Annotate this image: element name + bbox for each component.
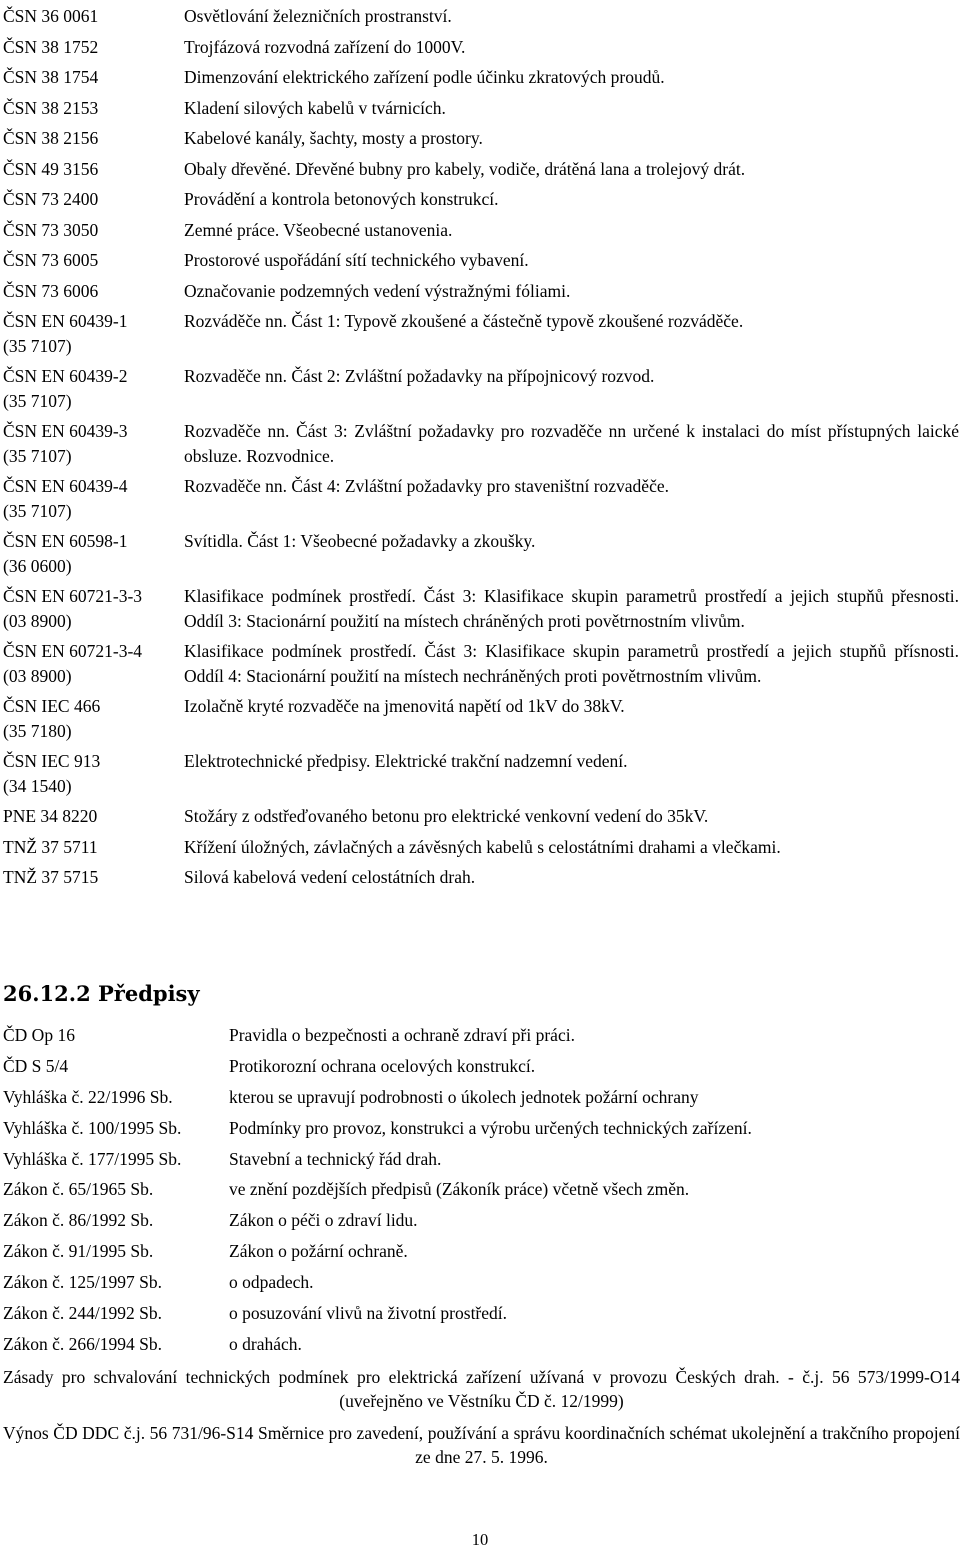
standard-row (3, 694, 960, 743)
standard-row (3, 639, 960, 688)
standard-code-number: ČSN 73 6006 (3, 280, 99, 301)
regulation-row (3, 1145, 960, 1176)
standard-code-number: ČSN 36 0061 (3, 6, 99, 26)
standard-row (3, 364, 960, 413)
standard-row (3, 529, 960, 578)
standard-code-number: ČSN IEC 913 (3, 751, 101, 771)
page-number: 10 (471, 1530, 489, 1549)
standard-code-number: ČSN EN 60721-3-3 (3, 586, 143, 606)
standard-code-number: ČSN EN 60598-1 (3, 531, 128, 551)
standard-code-number: ČSN 38 2153 (3, 97, 99, 118)
regulation-code: Vyhláška č. 100/1995 Sb. (3, 1117, 182, 1138)
standard-title: Izolačně kryté rozvaděče na jmenovitá napětí od 1kV do 38kV. (184, 696, 625, 716)
approval-principles-note: Zásady pro schvalování technických podmínek pro elektrická zařízení užívaná v provozu Českých drah. - č.j. 56 573/1999-O14 (uveřejněno ve Věstníku ČD č. 12/1999) (3, 1367, 960, 1411)
standard-title: Klasifikace podmínek prostředí. Část 3: Klasifikace skupin parametrů prostředí a jejich stupňů přesnosti. Oddíl 3: Stacionární použití na místech chráněných proti povětrnostním vlivům. (184, 586, 959, 631)
standard-code (3, 248, 184, 273)
regulation-code: Zákon č. 266/1994 Sb. (3, 1333, 162, 1354)
standard-code (3, 35, 184, 60)
standard-title: Osvětlování železničních prostranství. (184, 6, 452, 26)
standard-code-number: TNŽ 37 5715 (3, 867, 99, 887)
standard-title: Kladení silových kabelů v tvárnicích. (184, 97, 446, 118)
standard-code (3, 694, 184, 743)
regulation-row (3, 1175, 960, 1206)
standard-title: Rozvaděče nn. Část 3: Zvláštní požadavky pro rozvaděče nn určené k instalaci do míst přístupných laické obsluze. Rozvodnice. (184, 421, 959, 466)
standard-code-number: TNŽ 37 5711 (3, 836, 98, 857)
regulations-list (3, 1021, 960, 1361)
standard-row (3, 65, 960, 90)
standard-row (3, 4, 960, 29)
standard-code-number: ČSN IEC 466 (3, 696, 101, 716)
standard-code-number: ČSN 49 3156 (3, 158, 99, 179)
standard-row (3, 35, 960, 60)
regulation-title: o posuzování vlivů na životní prostředí. (229, 1303, 508, 1324)
regulation-title: Zákon o péči o zdraví lidu. (229, 1210, 418, 1231)
standard-code-number: ČSN 73 3050 (3, 219, 99, 240)
standard-title: Zemné práce. Všeobecné ustanovenia. (184, 219, 453, 240)
standard-code-number: ČSN 73 2400 (3, 189, 99, 209)
standard-title: Dimenzování elektrického zařízení podle účinku zkratových proudů. (184, 67, 665, 87)
standard-code-number: ČSN 38 1754 (3, 67, 99, 87)
standard-title: Provádění a kontrola betonových konstrukcí. (184, 189, 499, 209)
standard-row (3, 248, 960, 273)
standard-code (3, 309, 184, 358)
standard-code (3, 4, 184, 29)
regulation-row (3, 1083, 960, 1114)
standard-code-number: ČSN 38 2156 (3, 128, 99, 148)
standard-title: Rozvaděče nn. Část 2: Zvláštní požadavky na přípojnicový rozvod. (184, 366, 655, 386)
standard-code-class: (36 0600) (3, 555, 72, 576)
regulation-title: kterou se upravují podrobnosti o úkolech jednotek požární ochrany (229, 1086, 699, 1107)
standard-code (3, 529, 184, 578)
standard-code-class: (35 7107) (3, 390, 72, 411)
regulation-row (3, 1299, 960, 1330)
standard-title: Rozvaděče nn. Část 4: Zvláštní požadavky pro staveništní rozvaděče. (184, 476, 669, 496)
standard-row (3, 157, 960, 182)
standard-title: Stožáry z odstřeďovaného betonu pro elektrické venkovní vedení do 35kV. (184, 806, 709, 826)
regulation-row (3, 1237, 960, 1268)
standard-title: Prostorové uspořádání sítí technického vybavení. (184, 250, 529, 270)
standard-code (3, 835, 184, 860)
regulation-code: Zákon č. 244/1992 Sb. (3, 1303, 162, 1324)
standard-title: Elektrotechnické předpisy. Elektrické trakční nadzemní vedení. (184, 751, 628, 771)
standard-code (3, 279, 184, 304)
standard-code-number: ČSN EN 60439-1 (3, 311, 128, 331)
standard-title: Silová kabelová vedení celostátních drah. (184, 867, 476, 887)
regulation-row (3, 1330, 960, 1361)
standard-code-class: (03 8900) (3, 665, 72, 686)
standard-code-class: (35 7107) (3, 335, 72, 356)
regulation-code: ČD S 5/4 (3, 1055, 69, 1076)
standard-code-class: (35 7107) (3, 500, 72, 521)
regulation-title: o drahách. (229, 1333, 302, 1354)
standard-row (3, 835, 960, 860)
standard-title: Trojfázová rozvodná zařízení do 1000V. (184, 36, 466, 57)
regulation-code: ČD Op 16 (3, 1025, 75, 1045)
standard-row (3, 584, 960, 633)
standard-code (3, 187, 184, 212)
standard-title: Kabelové kanály, šachty, mosty a prostory. (184, 128, 483, 148)
standards-list (3, 4, 960, 896)
standard-code (3, 65, 184, 90)
regulation-row (3, 1114, 960, 1145)
standard-code-number: ČSN EN 60439-2 (3, 366, 128, 386)
standard-code (3, 584, 184, 633)
regulation-code: Vyhláška č. 177/1995 Sb. (3, 1148, 182, 1169)
standard-code (3, 474, 184, 523)
standard-row (3, 749, 960, 798)
standard-code-number: ČSN EN 60439-3 (3, 421, 128, 441)
regulation-code: Zákon č. 65/1965 Sb. (3, 1179, 154, 1200)
standard-code (3, 749, 184, 798)
standard-row (3, 187, 960, 212)
standard-title: Svítidla. Část 1: Všeobecné požadavky a zkoušky. (184, 531, 536, 551)
regulation-title: Pravidla o bezpečnosti a ochraně zdraví při práci. (229, 1025, 575, 1045)
standard-code (3, 804, 184, 829)
regulation-code: Zákon č. 86/1992 Sb. (3, 1210, 154, 1231)
standard-code-number: ČSN EN 60721-3-4 (3, 641, 143, 661)
regulation-code: Zákon č. 125/1997 Sb. (3, 1272, 162, 1293)
regulation-row (3, 1206, 960, 1237)
standard-title: Klasifikace podmínek prostředí. Část 3: Klasifikace skupin parametrů prostředí a jejich stupňů přísnosti. Oddíl 4: Stacionární použití na místech nechráněných proti povětrnostním vlivům. (184, 641, 959, 686)
standard-code (3, 865, 184, 890)
standard-code (3, 157, 184, 182)
standard-code-number: ČSN EN 60439-4 (3, 476, 128, 496)
standard-code-number: ČSN 38 1752 (3, 36, 99, 57)
standard-row (3, 474, 960, 523)
regulation-title: ve znění pozdějších předpisů (Zákoník práce) včetně všech změn. (229, 1179, 690, 1200)
standard-code (3, 218, 184, 243)
standard-code (3, 419, 184, 468)
regulation-title: Zákon o požární ochraně. (229, 1241, 408, 1262)
standard-row (3, 309, 960, 358)
standard-code-number: ČSN 73 6005 (3, 250, 99, 270)
decree-note: Výnos ČD DDC č.j. 56 731/96-S14 Směrnice pro zavedení, používání a správu koordinačních schémat ukolejnění a trakčního propojení ze dne 27. 5. 1996. (3, 1423, 960, 1467)
standard-code-number: PNE 34 8220 (3, 806, 98, 826)
standard-code-class: (03 8900) (3, 610, 72, 631)
regulation-row (3, 1021, 960, 1052)
standard-row (3, 218, 960, 243)
standard-row (3, 126, 960, 151)
standard-row (3, 96, 960, 121)
standard-code-class: (35 7107) (3, 445, 72, 466)
regulation-title: o odpadech. (229, 1272, 314, 1293)
standard-row (3, 419, 960, 468)
standard-code (3, 639, 184, 688)
standard-code-class: (34 1540) (3, 775, 72, 796)
regulation-code: Zákon č. 91/1995 Sb. (3, 1241, 154, 1262)
standard-title: Křížení úložných, závlačných a závěsných kabelů s celostátními drahami a vlečkami. (184, 836, 781, 857)
standard-title: Označovanie podzemných vedení výstražnými fóliami. (184, 280, 571, 301)
standard-code (3, 96, 184, 121)
standard-code (3, 126, 184, 151)
standard-title: Rozváděče nn. Část 1: Typově zkoušené a částečně typově zkoušené rozváděče. (184, 311, 744, 331)
standard-title: Obaly dřevěné. Dřevěné bubny pro kabely, vodiče, drátěná lana a trolejový drát. (184, 158, 746, 179)
standard-code (3, 364, 184, 413)
standard-row (3, 865, 960, 890)
regulation-title: Podmínky pro provoz, konstrukci a výrobu určených technických zařízení. (229, 1117, 752, 1138)
section-heading: 26.12.2 Předpisy (3, 981, 200, 1006)
standard-row (3, 804, 960, 829)
regulation-row (3, 1052, 960, 1083)
standard-row (3, 279, 960, 304)
standard-code-class: (35 7180) (3, 720, 72, 741)
regulation-row (3, 1268, 960, 1299)
regulation-title: Stavební a technický řád drah. (229, 1148, 442, 1169)
regulation-title: Protikorozní ochrana ocelových konstrukcí. (229, 1055, 536, 1076)
regulation-code: Vyhláška č. 22/1996 Sb. (3, 1086, 173, 1107)
